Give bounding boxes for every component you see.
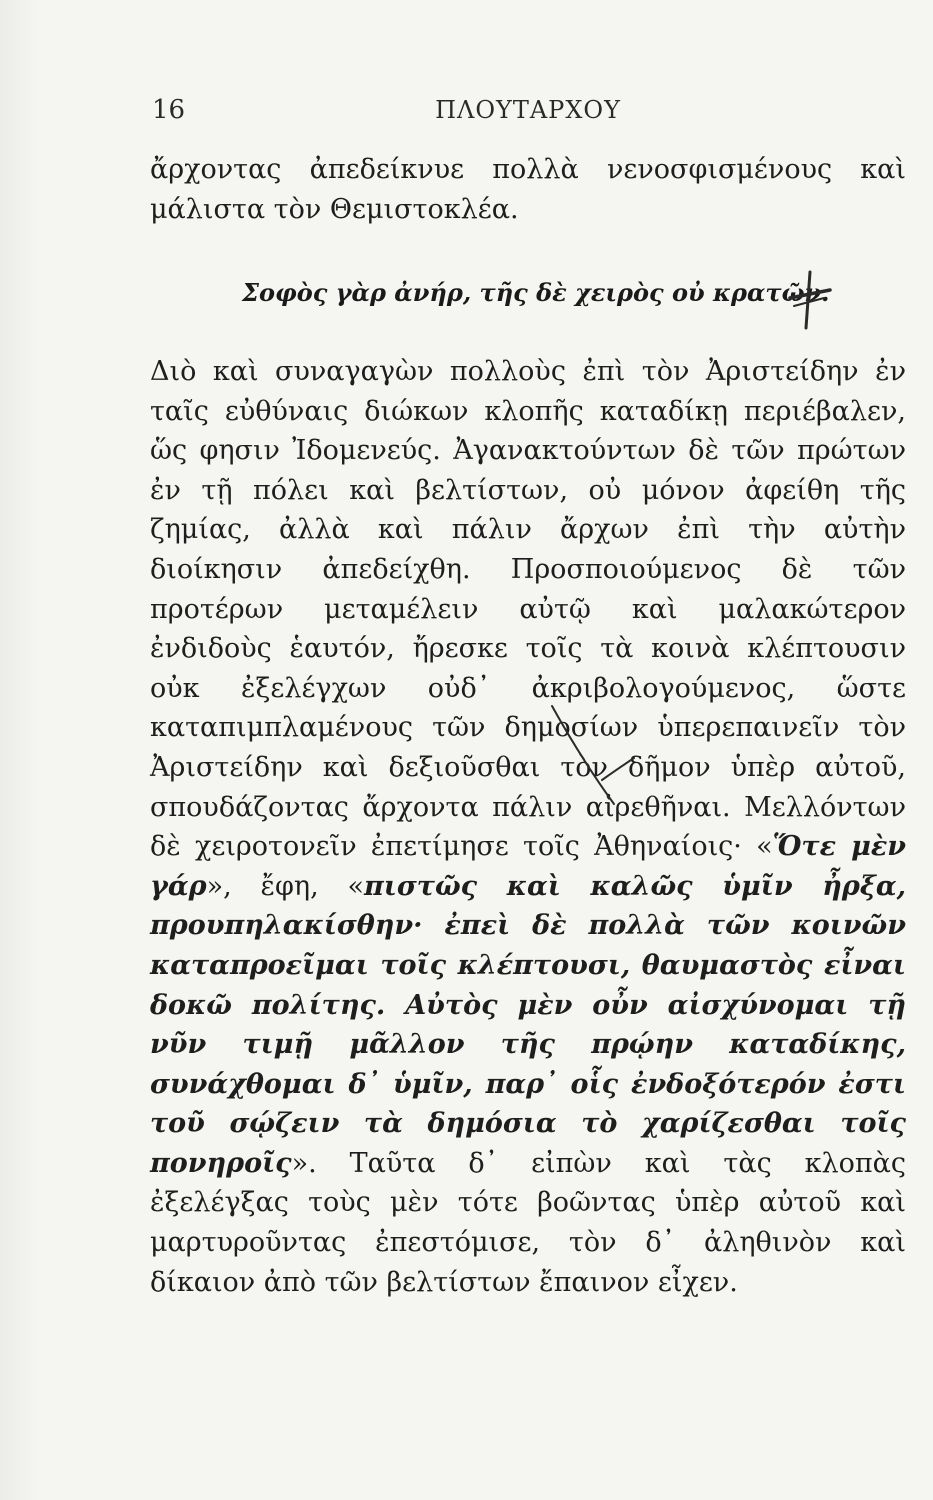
running-head: [152, 92, 904, 128]
paragraph-run: », ἔφη, «: [206, 870, 365, 902]
paragraph-text: ἄρχοντας ἀπεδείκνυε πολλὰ νενοσφισμένους καὶ μάλιστα τὸν Θεμιστοκλέα.: [150, 154, 906, 225]
page-number: 16: [152, 95, 186, 125]
paragraph-run: Διὸ καὶ συναγαγὼν πολλοὺς ἐπὶ τὸν Ἀριστείδην ἐν ταῖς εὐθύναις διώκων κλοπῆς καταδίκῃ περιέβαλεν, ὥς φησιν Ἰδομενεύς. Ἀγανακτούντων δὲ τῶν πρώτων ἐν τῇ πόλει καὶ βελτίστων, οὐ μόνον ἀφείθη τῆς ζημίας, ἀλλὰ καὶ πάλιν ἄρχων ἐπὶ τὴν αὐτὴν διοίκησιν ἀπεδείχθη. Προσποιούμενος δὲ τῶν προτέρων μεταμέλειν αὐτῷ καὶ μαλακώτερον ἐνδιδοὺς ἑαυτόν, ἤρεσκε τοῖς τὰ κοινὰ κλέπτουσιν οὐκ ἐξελέγχων οὐδ᾽ ἀκριβολογούμενος, ὥστε καταπιμπλαμένους τῶν δημοσίων ὑπερεπαινεῖν τὸν Ἀριστείδην καὶ δεξιοῦσθαι τὸν δῆμον ὑπὲρ αὐτοῦ, σπουδάζοντας ἄρχοντα πάλιν αἱρεθῆναι. Μελλόντων δὲ χειροτονεῖν ἐπετίμησε τοῖς Ἀθηναίοις· «: [150, 356, 906, 863]
direct-speech: Ὅτε μὲν γάρ: [150, 831, 906, 902]
paragraph-opening: [150, 150, 906, 229]
running-title: ΠΛΟΥΤΑΡΧΟΥ: [435, 96, 621, 124]
direct-speech: πιστῶς καὶ καλῶς ὑμῖν ἦρξα, προυπηλακίσθην· ἐπεὶ δὲ πολλὰ τῶν κοινῶν καταπροεῖμαι τοῖς κλέπτουσι, θαυμαστὸς εἶναι δοκῶ πολίτης. Αὐτὸς μὲν οὖν αἰσχύνομαι τῇ νῦν τιμῇ μᾶλλον τῆς πρῴην καταδίκης, συνάχθομαι δ᾽ ὑμῖν, παρ᾽ οἷς ἐνδοξότερόν ἐστι τοῦ σῴζειν τὰ δημόσια τὸ χαρίζεσθαι τοῖς πονηροῖς: [150, 870, 906, 1179]
verse-quotation: Σοφὸς γὰρ ἀνήρ, τῆς δὲ χειρὸς οὐ κρατῶν.: [242, 278, 830, 307]
paragraph-run: ». Ταῦτα δ᾽ εἰπὼν καὶ τὰς κλοπὰς ἐξελέγξας τοὺς μὲν τότε βοῶντας ὑπὲρ αὐτοῦ καὶ μαρτυροῦντας ἐπεστόμισε, τὸν δ᾽ ἀληθινὸν καὶ δίκαιον ἀπὸ τῶν βελτίστων ἔπαινον εἶχεν.: [150, 1147, 906, 1298]
paragraph-main: [150, 352, 906, 1302]
paragraph-text: [150, 352, 906, 1302]
